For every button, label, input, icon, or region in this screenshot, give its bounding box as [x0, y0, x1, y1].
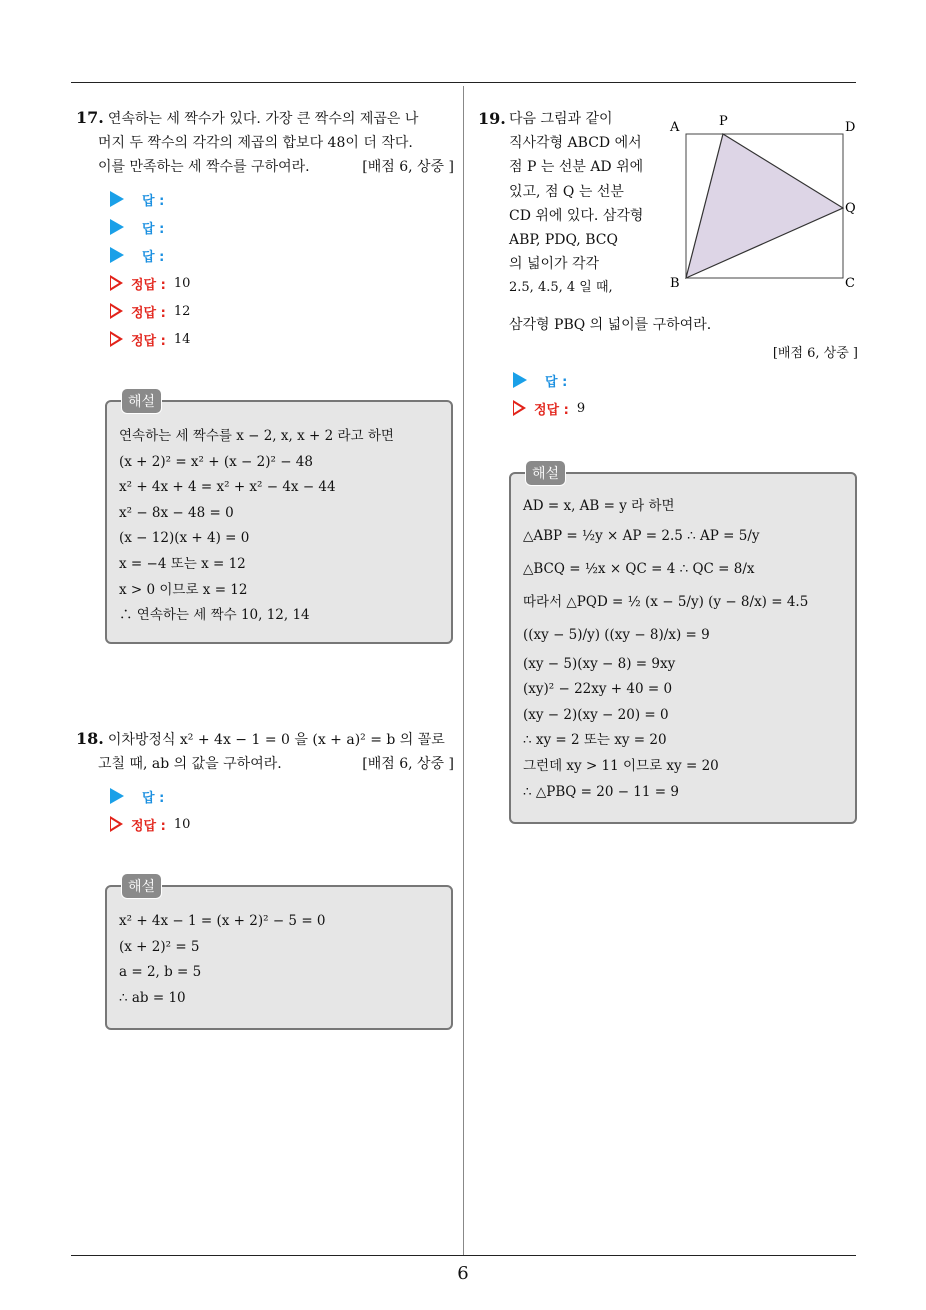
question-text: 고칠 때, ab 의 값을 구하여라.	[98, 756, 282, 772]
label-d: D	[845, 120, 856, 135]
question-line: 다음 그림과 같이	[509, 111, 613, 127]
play-icon	[110, 247, 124, 263]
correct-value: 10	[173, 275, 191, 291]
answer-label: 답 :	[142, 249, 165, 265]
correct-label: 정답 :	[131, 277, 166, 293]
solution-line: ∴ △PBQ = 20 − 11 = 9	[523, 783, 679, 800]
play-icon	[110, 191, 124, 207]
solution-line: AD = x, AB = y 라 하면	[523, 498, 675, 514]
play-icon	[110, 788, 124, 804]
score-label: [배점 6, 상중 ]	[362, 756, 454, 772]
rectangle-figure	[664, 112, 864, 292]
outline-play-icon	[110, 816, 123, 832]
answer-field[interactable]	[110, 213, 454, 241]
answer-field[interactable]	[110, 782, 454, 810]
solution-line: x² + 4x − 1 = (x + 2)² − 5 = 0	[119, 913, 326, 929]
outline-play-icon	[110, 303, 123, 319]
correct-answer	[110, 297, 454, 325]
answer-label: 답 :	[142, 790, 165, 806]
bottom-rule	[71, 1255, 856, 1256]
solution-line: (x + 2)² = 5	[119, 938, 200, 955]
solution-line: (xy − 2)(xy − 20) = 0	[523, 706, 669, 723]
solution-line: 그런데 xy > 11 이므로 xy = 20	[523, 757, 719, 774]
solution-line: ∴ xy = 2 또는 xy = 20	[523, 732, 667, 749]
correct-value: 9	[576, 400, 586, 416]
answer-field[interactable]	[110, 241, 454, 269]
score-label: [배점 6, 상중 ]	[362, 159, 454, 175]
correct-value: 10	[173, 816, 191, 832]
answer-label: 답 :	[142, 193, 165, 209]
solution-line: (x − 12)(x + 4) = 0	[119, 530, 250, 547]
solution-line: 연속하는 세 짝수를 x − 2, x, x + 2 라고 하면	[119, 428, 394, 444]
solution-line: ((xy − 5)/y) ((xy − 8)/x) = 9	[523, 626, 710, 643]
outline-play-icon	[110, 275, 123, 291]
score-label: [배점 6, 상중 ]	[772, 346, 858, 361]
label-a: A	[670, 120, 680, 135]
answer-label: 답 :	[142, 221, 165, 237]
question-line: CD 위에 있다. 삼각형	[509, 207, 644, 224]
question-text: 이를 만족하는 세 짝수를 구하여라.	[98, 159, 310, 175]
answer-block	[76, 782, 454, 838]
question-line: 2.5, 4.5, 4 일 때,	[509, 280, 613, 296]
solution-line: ∴ 연속하는 세 짝수 10, 12, 14	[119, 607, 310, 624]
label-b: B	[670, 276, 680, 291]
solution-line: 따라서 △PQD = ½ (x − 5/y) (y − 8/x) = 4.5	[523, 593, 809, 610]
question-18	[76, 727, 454, 838]
correct-answer	[110, 810, 454, 838]
answer-block-19	[513, 366, 585, 422]
question-line: 직사각형 ABCD 에서	[509, 135, 642, 152]
answer-block	[76, 185, 454, 353]
solution-tag: 해설	[121, 873, 162, 899]
solution-line: △BCQ = ½x × QC = 4 ∴ QC = 8/x	[523, 560, 755, 577]
solution-line: (xy − 5)(xy − 8) = 9xy	[523, 655, 676, 672]
solution-line: x² + 4x + 4 = x² + x² − 4x − 44	[119, 479, 336, 496]
solution-line: x² − 8x − 48 = 0	[119, 504, 234, 521]
label-c: C	[845, 276, 855, 291]
solution-line: (x + 2)² = x² + (x − 2)² − 48	[119, 453, 313, 470]
correct-value: 14	[173, 331, 191, 347]
correct-label: 정답 :	[131, 818, 166, 834]
question-line: 삼각형 PBQ 의 넓이를 구하여라.	[509, 317, 712, 333]
play-icon	[513, 372, 527, 388]
question-text: 머지 두 짝수의 각각의 제곱의 합보다 48이 더 작다.	[98, 135, 413, 151]
question-text: 이차방정식 x² + 4x − 1 = 0 을 (x + a)² = b 의 꼴로	[107, 732, 445, 748]
correct-answer	[110, 325, 454, 353]
solution-box-19	[509, 466, 857, 824]
solution-box-18	[105, 879, 453, 1030]
solution-line: ∴ ab = 10	[119, 989, 186, 1006]
question-line: 의 넓이가 각각	[509, 256, 600, 273]
top-rule	[71, 82, 856, 83]
answer-field[interactable]	[110, 185, 454, 213]
triangle-pbq	[686, 134, 843, 278]
solution-line: △ABP = ½y × AP = 2.5 ∴ AP = 5/y	[523, 527, 760, 544]
question-number: 18.	[76, 729, 104, 748]
play-icon	[110, 219, 124, 235]
answer-field[interactable]	[513, 366, 585, 394]
solution-line: x = −4 또는 x = 12	[119, 555, 246, 572]
solution-tag: 해설	[525, 460, 566, 486]
question-line: 있고, 점 Q 는 선분	[509, 183, 624, 200]
solution-line: a = 2, b = 5	[119, 964, 202, 981]
column-divider	[463, 86, 464, 1256]
solution-tag: 해설	[121, 388, 162, 414]
outline-play-icon	[513, 400, 526, 416]
label-p: P	[719, 114, 728, 129]
correct-value: 12	[173, 303, 191, 319]
correct-answer	[513, 394, 585, 422]
question-17	[76, 106, 454, 353]
label-q: Q	[845, 201, 856, 216]
outline-play-icon	[110, 331, 123, 347]
question-line: ABP, PDQ, BCQ	[509, 232, 618, 249]
question-line: 점 P 는 선분 AD 위에	[509, 159, 644, 176]
solution-line: x > 0 이므로 x = 12	[119, 581, 248, 598]
question-text	[509, 107, 669, 301]
solution-box-17	[105, 394, 453, 644]
page-number: 6	[457, 1263, 469, 1284]
correct-answer	[110, 269, 454, 297]
answer-label: 답 :	[545, 374, 568, 390]
question-text: 연속하는 세 짝수가 있다. 가장 큰 짝수의 제곱은 나	[107, 111, 419, 127]
question-number: 17.	[76, 108, 104, 127]
solution-line: (xy)² − 22xy + 40 = 0	[523, 681, 673, 698]
question-number: 19.	[478, 109, 506, 128]
correct-label: 정답 :	[131, 305, 166, 321]
correct-label: 정답 :	[131, 333, 166, 349]
correct-label: 정답 :	[534, 402, 569, 418]
